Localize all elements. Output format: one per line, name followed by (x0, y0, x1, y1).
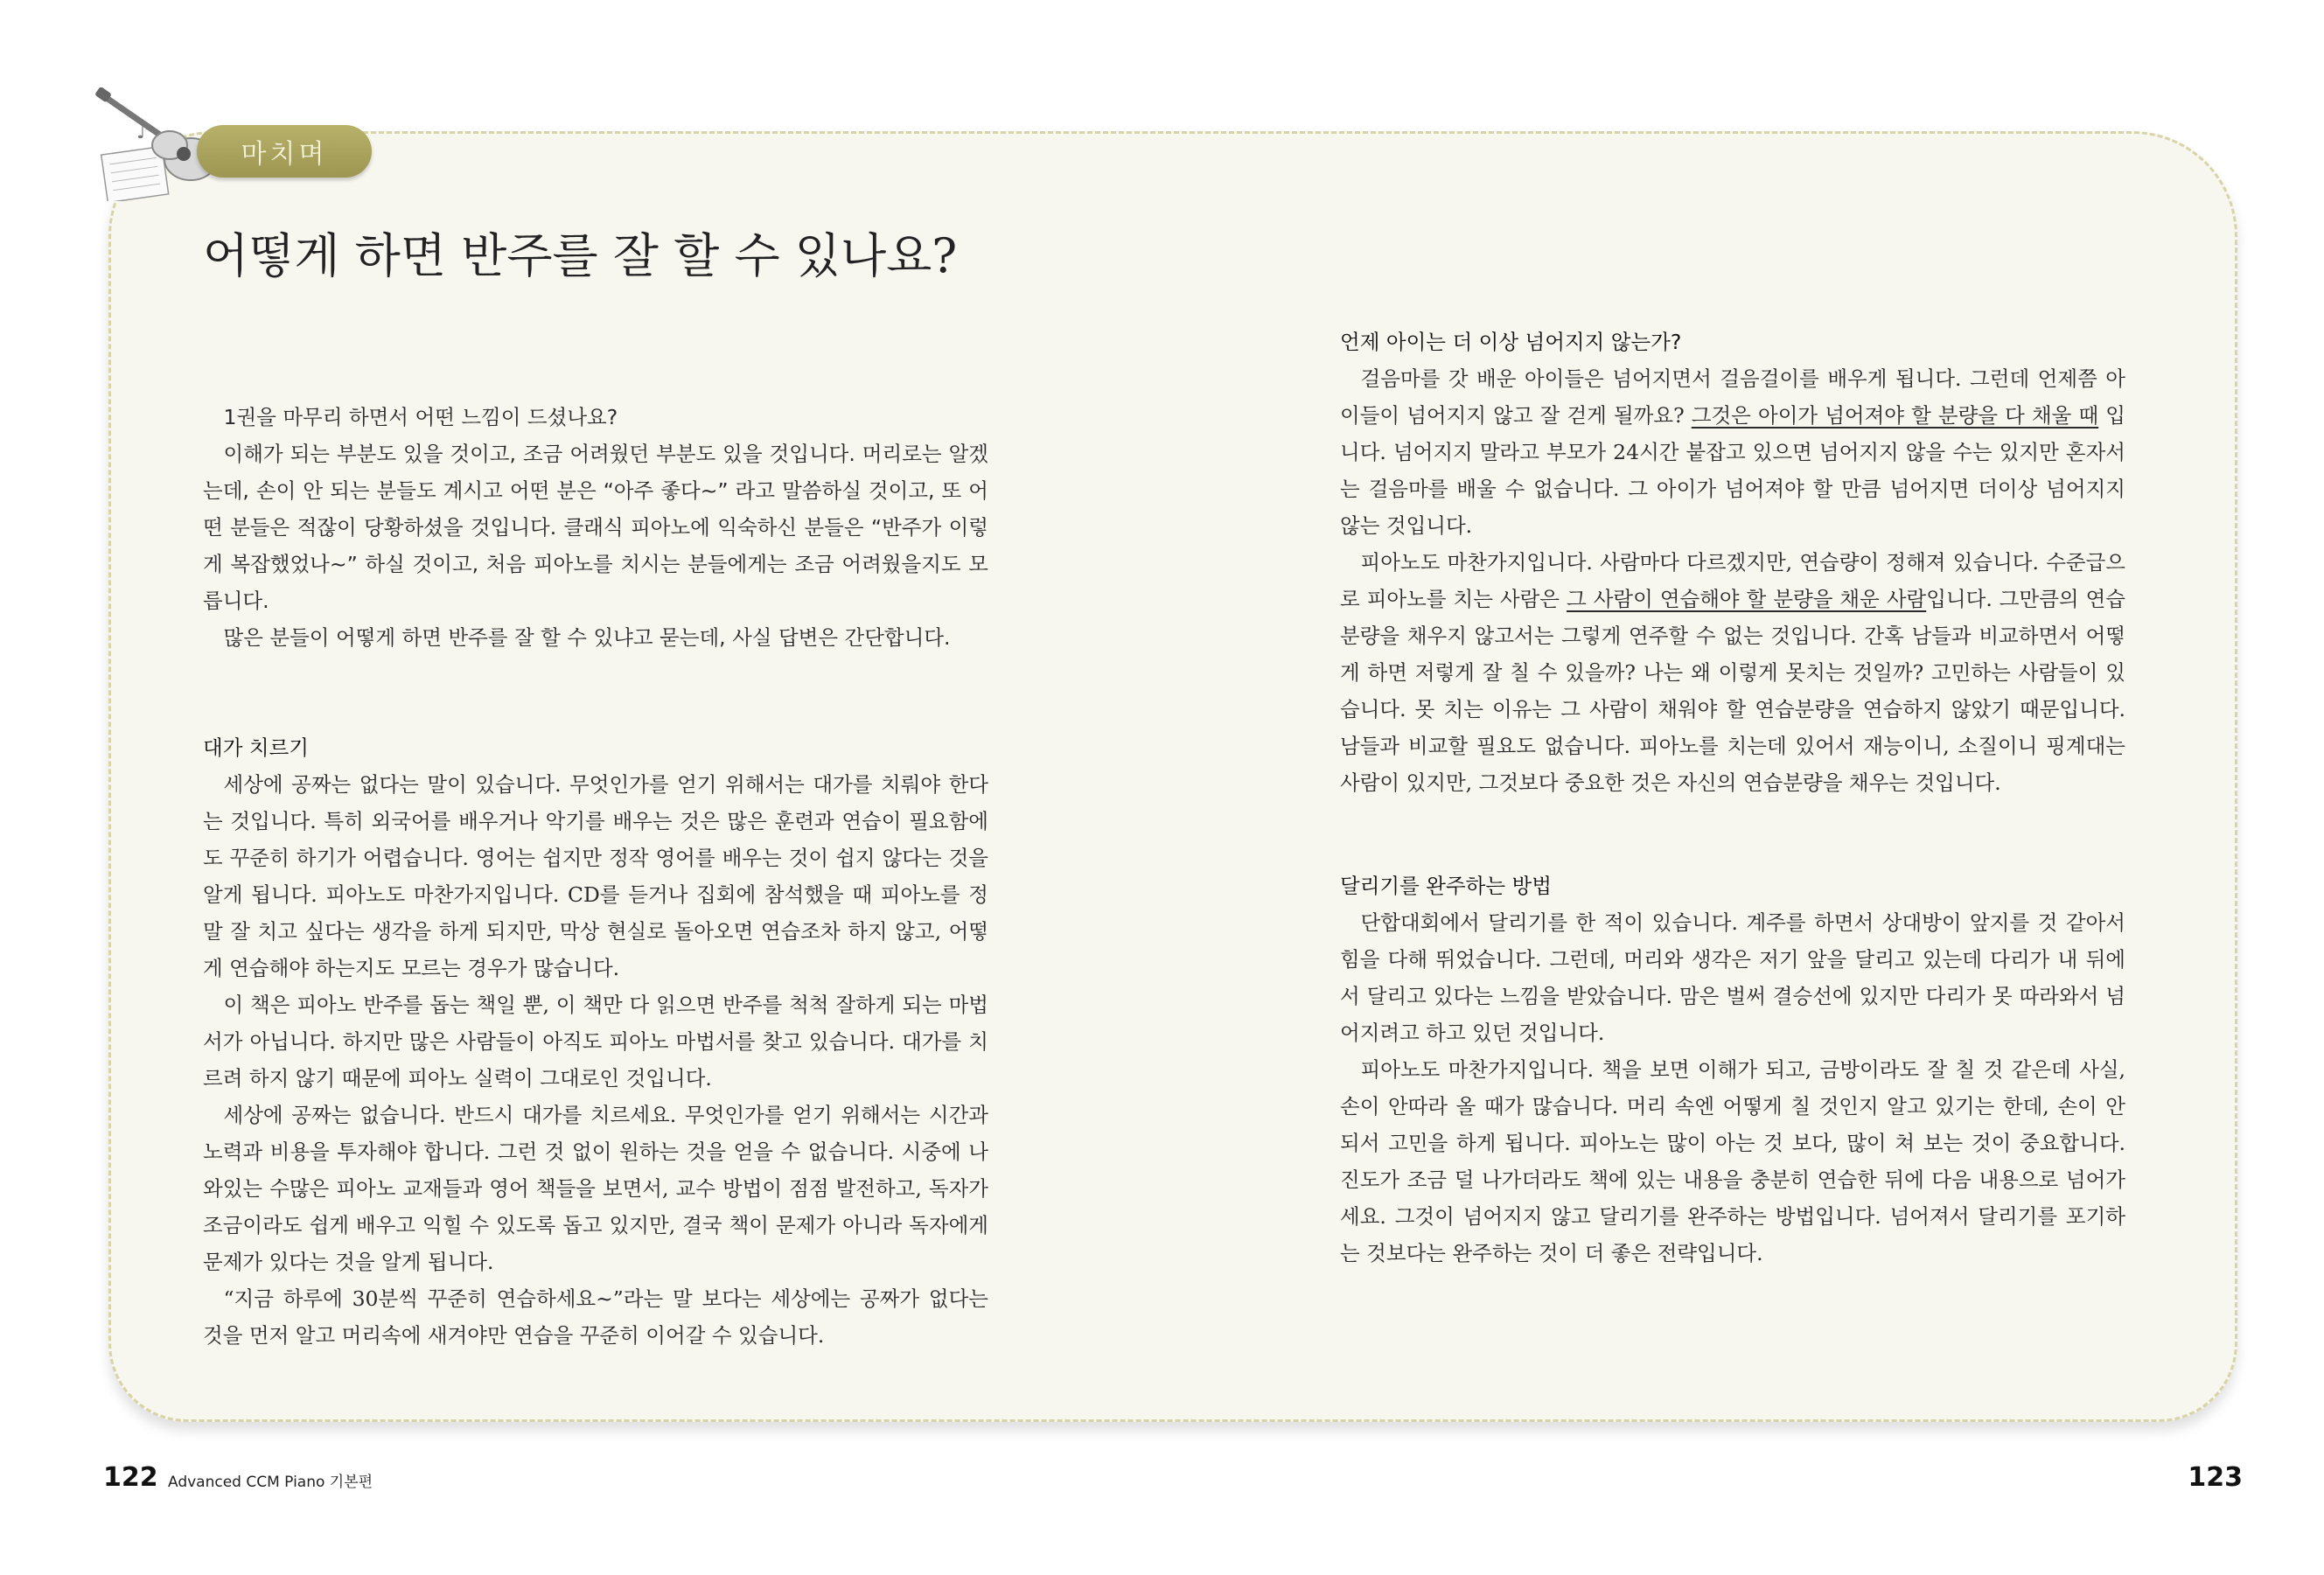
left-column (203, 399, 988, 1354)
body-paragraph: 세상에 공짜는 없다는 말이 있습니다. 무엇인가를 얻기 위해서는 대가를 치뤄야 한다는 것입니다. 특히 외국어를 배우거나 악기를 배우는 것은 많은 훈련과 연습이 필요함에도 꾸준히 하기가 어렵습니다. 영어는 쉽지만 정작 영어를 배우는 것이 쉽지 않다는 것을 알게 됩니다. 피아노도 마찬가지입니다. CD를 듣거나 집회에 참석했을 때 피아노를 정말 잘 치고 싶다는 생각을 하게 되지만, 막상 현실로 돌아오면 연습조차 하지 않고, 어떻게 연습해야 하는지도 모르는 경우가 많습니다. (203, 772, 988, 980)
intro-paragraph: 많은 분들이 어떻게 하면 반주를 잘 할 수 있냐고 묻는데, 사실 답변은 간단합니다. (223, 625, 951, 650)
body-paragraph: “지금 하루에 30분씩 꾸준히 연습하세요~”라는 말 보다는 세상에는 공짜가 없다는 것을 먼저 알고 머리속에 새겨야만 연습을 꾸준히 이어갈 수 있습니다. (203, 1286, 988, 1348)
svg-text:♪: ♪ (136, 122, 150, 143)
section-heading-pay-the-price: 대가 치르기 (203, 735, 309, 760)
body-paragraph: 피아노도 마찬가지입니다. 책을 보면 이해가 되고, 금방이라도 잘 칠 것 같은데 사실, 손이 안따라 올 때가 많습니다. 머리 속엔 어떻게 칠 것인지 알고 있기는 한데, 손이 안 되서 고민을 하게 됩니다. 피아노는 많이 아는 것 보다, 많이 쳐 보는 것이 중요합니다. 진도가 조금 덜 나가더라도 책에 있는 내용을 충분히 연습한 뒤에 다음 내용으로 넘어가세요. 그것이 넘어지지 않고 달리기를 완주하는 방법입니다. 넘어져서 달리기를 포기하는 것보다는 완주하는 것이 더 좋은 전략입니다. (1340, 1057, 2125, 1265)
underlined-phrase: 그것은 아이가 넘어져야 할 분량을 다 채울 때 (1691, 403, 2099, 428)
underlined-phrase: 그 사람이 연습해야 할 분량을 채운 사람 (1567, 587, 1927, 611)
intro-paragraph: 1권을 마무리 하면서 어떤 느낌이 드셨나요? (223, 405, 618, 429)
right-column (1340, 324, 2125, 1272)
section-tab: 마치며 (197, 125, 372, 178)
intro-paragraph: 이해가 되는 부분도 있을 것이고, 조금 어려웠던 부분도 있을 것입니다. 머리로는 알겠는데, 손이 안 되는 분들도 계시고 어떤 분은 “아주 좋다~” 라고 말씀하실 것이고, 또 어떤 분들은 적잖이 당황하셨을 것입니다. 클래식 피아노에 익숙하신 분들은 “반주가 이렇게 복잡했었나~” 하실 것이고, 처음 피아노를 치시는 분들에게는 조금 어려웠을지도 모릅니다. (203, 442, 988, 613)
body-paragraph: 단합대회에서 달리기를 한 적이 있습니다. 계주를 하면서 상대방이 앞지를 것 같아서 힘을 다해 뛰었습니다. 그런데, 머리와 생각은 저기 앞을 달리고 있는데 다리가 내 뒤에서 달리고 있다는 느낌을 받았습니다. 맘은 벌써 결승선에 있지만 다리가 못 따라와서 넘어지려고 하고 있던 것입니다. (1340, 910, 2125, 1045)
body-paragraph: 피아노도 마찬가지입니다. 사람마다 다르겠지만, 연습량이 정해져 있습니다. 수준급으로 피아노를 치는 사람은 그 사람이 연습해야 할 분량을 채운 사람입니다. 그만큼의 연습분량을 채우지 않고서는 그렇게 연주할 수 없는 것입니다. 간혹 남들과 비교하면서 어떻게 하면 저렇게 잘 칠 수 있을까? 나는 왜 이렇게 못치는 것일까? 고민하는 사람들이 있습니다. 못 치는 이유는 그 사람이 채워야 할 연습분량을 연습하지 않았기 때문입니다. 남들과 비교할 필요도 없습니다. 피아노를 치는데 있어서 재능이니, 소질이니 핑계대는 사람이 있지만, 그것보다 중요한 것은 자신의 연습분량을 채우는 것입니다. (1340, 550, 2126, 795)
page-title: 어떻게 하면 반주를 잘 할 수 있나요? (203, 228, 958, 283)
section-heading-falling-child: 언제 아이는 더 이상 넘어지지 않는가? (1340, 330, 1682, 354)
book-title: Advanced CCM Piano 기본편 (168, 1474, 373, 1491)
body-paragraph: 세상에 공짜는 없습니다. 반드시 대가를 치르세요. 무엇인가를 얻기 위해서는 시간과 노력과 비용을 투자해야 합니다. 그런 것 없이 원하는 것을 얻을 수 없습니다. 시중에 나와있는 수많은 피아노 교재들과 영어 책들을 보면서, 교수 방법이 점점 발전하고, 독자가 조금이라도 쉽게 배우고 익힐 수 있도록 돕고 있지만, 결국 책이 문제가 아니라 독자에게 문제가 있다는 것을 알게 됩니다. (203, 1103, 988, 1274)
body-paragraph: 이 책은 피아노 반주를 돕는 책일 뿐, 이 책만 다 읽으면 반주를 척척 잘하게 되는 마법서가 아닙니다. 하지만 많은 사람들이 아직도 피아노 마법서를 찾고 있습니다. 대가를 치르려 하지 않기 때문에 피아노 실력이 그대로인 것입니다. (203, 993, 988, 1091)
page-number-right: 123 (2188, 1462, 2243, 1493)
page-number-left: 122 (103, 1462, 158, 1493)
body-paragraph: 걸음마를 갓 배운 아이들은 넘어지면서 걸음걸이를 배우게 됩니다. 그런데 언제쯤 아이들이 넘어지지 않고 잘 걷게 될까요? 그것은 아이가 넘어져야 할 분량을 다 채울 때 입니다. 넘어지지 말라고 부모가 24시간 붙잡고 있으면 넘어지지 않을 수는 있지만 혼자서는 걸음마를 배울 수 없습니다. 그 아이가 넘어져야 할 만큼 넘어지면 더이상 넘어지지 않는 것입니다. (1340, 366, 2125, 538)
section-heading-finish-race: 달리기를 완주하는 방법 (1340, 874, 1552, 898)
